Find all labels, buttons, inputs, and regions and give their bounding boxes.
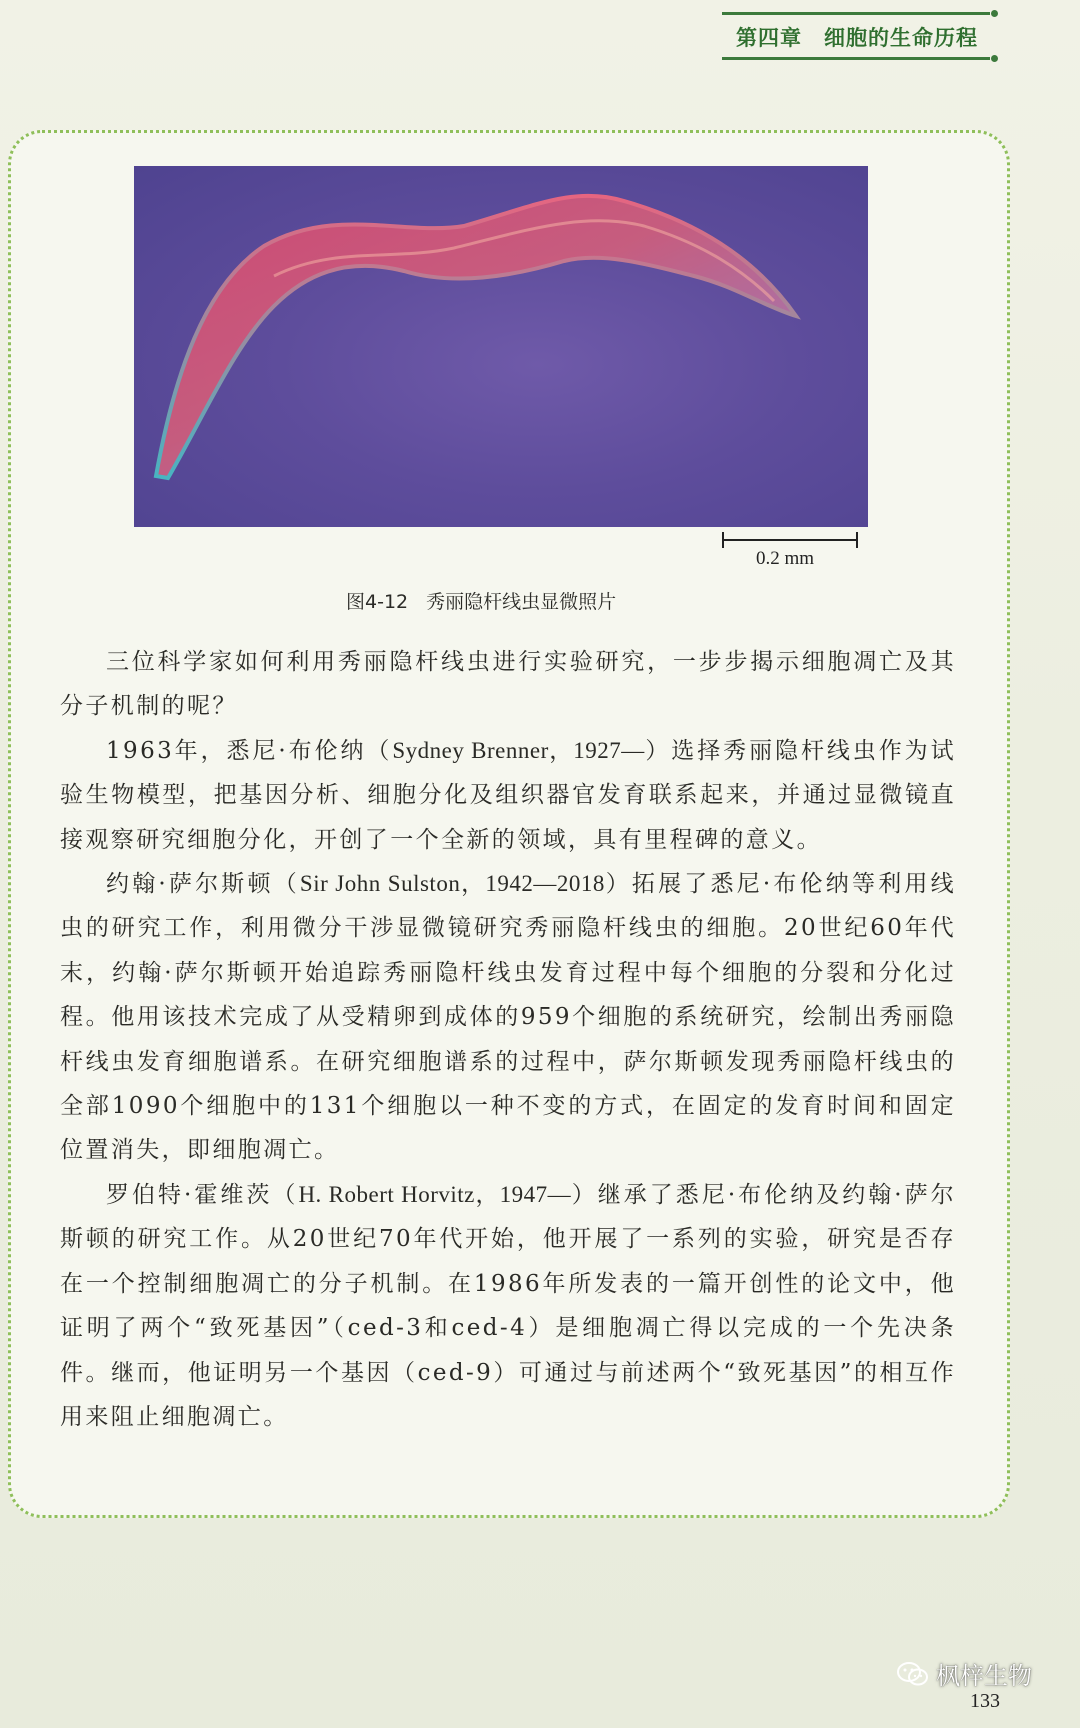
paragraph-sulston: 约翰·萨尔斯顿（Sir John Sulston，1942—2018）拓展了悉尼·布伦纳等利用线虫的研究工作，利用微分干涉显微镜研究秀丽隐杆线虫的细胞。20世纪60年代末，约翰·萨尔斯顿开始追踪秀丽隐杆线虫发育过程中每个细胞的分裂和分化过程。他用该技术完成了从受精卵到成体的959个细胞的系统研究，绘制出秀丽隐杆线虫发育细胞谱系。在研究细胞谱系的过程中，萨尔斯顿发现秀丽隐杆线虫的全部1090个细胞中的131个细胞以一种不变的方式，在固定的发育时间和固定位置消失，即细胞凋亡。 [60, 871, 956, 1164]
worm-body [156, 196, 796, 478]
worm-illustration [134, 166, 868, 527]
page-number: 133 [970, 1690, 1000, 1712]
chapter-title [736, 22, 990, 52]
chapter-name: 细胞的生命历程 [824, 26, 978, 50]
figure-caption-text: 秀丽隐杆线虫显微照片 [426, 591, 617, 613]
wechat-icon [896, 1661, 930, 1687]
paragraph-brenner: 1963年，悉尼·布伦纳（Sydney Brenner，1927—）选择秀丽隐杆线虫作为试验生物模型，把基因分析、细胞分化及组织器官发育联系起来，并通过显微镜直接观察研究细胞分化，开创了一个全新的领域，具有里程碑的意义。 [60, 737, 957, 853]
figure-number: 图4-12 [346, 591, 409, 613]
watermark [896, 1656, 1032, 1691]
header-rule-bottom [722, 57, 990, 60]
worm-micrograph [134, 166, 868, 527]
header-rule-top [722, 12, 990, 15]
paragraph-intro: 三位科学家如何利用秀丽隐杆线虫进行实验研究，一步步揭示细胞凋亡及其分子机制的呢？ [60, 649, 956, 720]
chapter-header [722, 12, 990, 60]
scale-bar [722, 532, 858, 548]
body-text [60, 640, 956, 1439]
watermark-text: 枫梓生物 [936, 1662, 1032, 1690]
scale-label: 0.2 mm [756, 548, 815, 569]
figure-caption [346, 587, 746, 614]
chapter-label: 第四章 [736, 26, 802, 50]
paragraph-horvitz: 罗伯特·霍维茨（H. Robert Horvitz，1947—）继承了悉尼·布伦纳及约翰·萨尔斯顿的研究工作。从20世纪70年代开始，他开展了一系列的实验，研究是否存在一个控制细胞凋亡的分子机制。在1986年所发表的一篇开创性的论文中，他证明了两个“致死基因”（ced-3和ced-4）是细胞凋亡得以完成的一个先决条件。继而，他证明另一个基因（ced-9）可通过与前述两个“致死基因”的相互作用来阻止细胞凋亡。 [60, 1181, 956, 1430]
